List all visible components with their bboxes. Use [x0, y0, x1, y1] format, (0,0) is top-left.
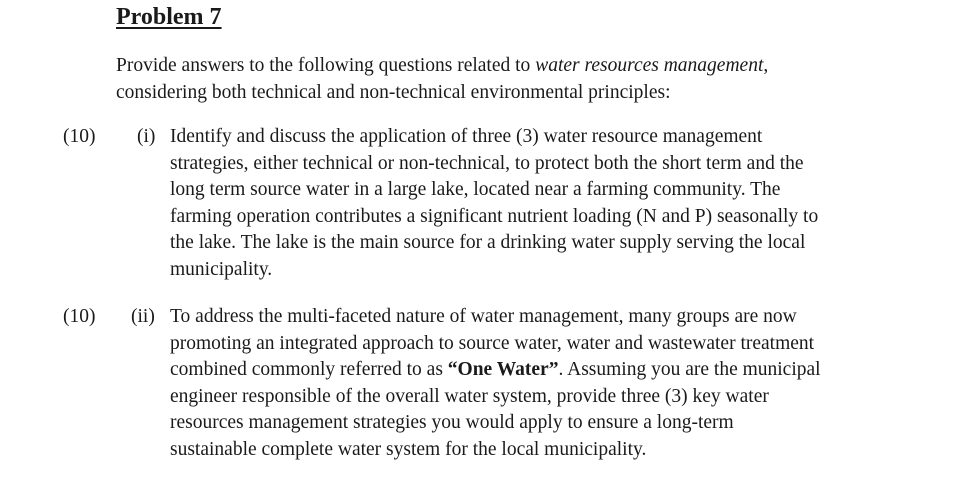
question-number: (i)	[137, 126, 156, 147]
question-line: To address the multi-faceted nature of water management, many groups are now	[170, 306, 797, 327]
question-line: long term source water in a large lake, located near a farming community. The	[170, 179, 781, 200]
one-water-term: “One Water”	[447, 359, 559, 380]
question-line: farming operation contributes a significant nutrient loading (N and P) seasonally to	[170, 205, 819, 227]
question-number: (ii)	[131, 306, 155, 327]
intro-line-2: considering both technical and non-technical environmental principles:	[116, 82, 671, 103]
problem-intro	[116, 52, 876, 106]
question-points: (10)	[63, 126, 96, 147]
problem-title: Problem 7	[116, 4, 222, 30]
question-line: engineer responsible of the overall water system, provide three (3) key water	[170, 385, 769, 407]
question-line: Identify and discuss the application of three (3) water resource management	[170, 126, 763, 147]
question-body	[170, 124, 930, 283]
question-line: sustainable complete water system for the local municipality.	[170, 438, 647, 460]
question-line: promoting an integrated approach to source water, water and wastewater treatment	[170, 332, 815, 354]
question-body	[170, 304, 930, 463]
question-line: strategies, either technical or non-technical, to protect both the short term and the	[170, 152, 804, 174]
question-line: combined commonly referred to as “One Water”. Assuming you are the municipal	[170, 359, 821, 380]
question-line: the lake. The lake is the main source for a drinking water supply serving the local	[170, 232, 806, 253]
question-line: resources management strategies you would apply to ensure a long-term	[170, 412, 734, 433]
intro-line-1: Provide answers to the following questions related to water resources management,	[116, 55, 769, 76]
question-line: municipality.	[170, 258, 273, 280]
question-points: (10)	[63, 306, 96, 327]
intro-emphasis: water resources management	[535, 55, 764, 76]
